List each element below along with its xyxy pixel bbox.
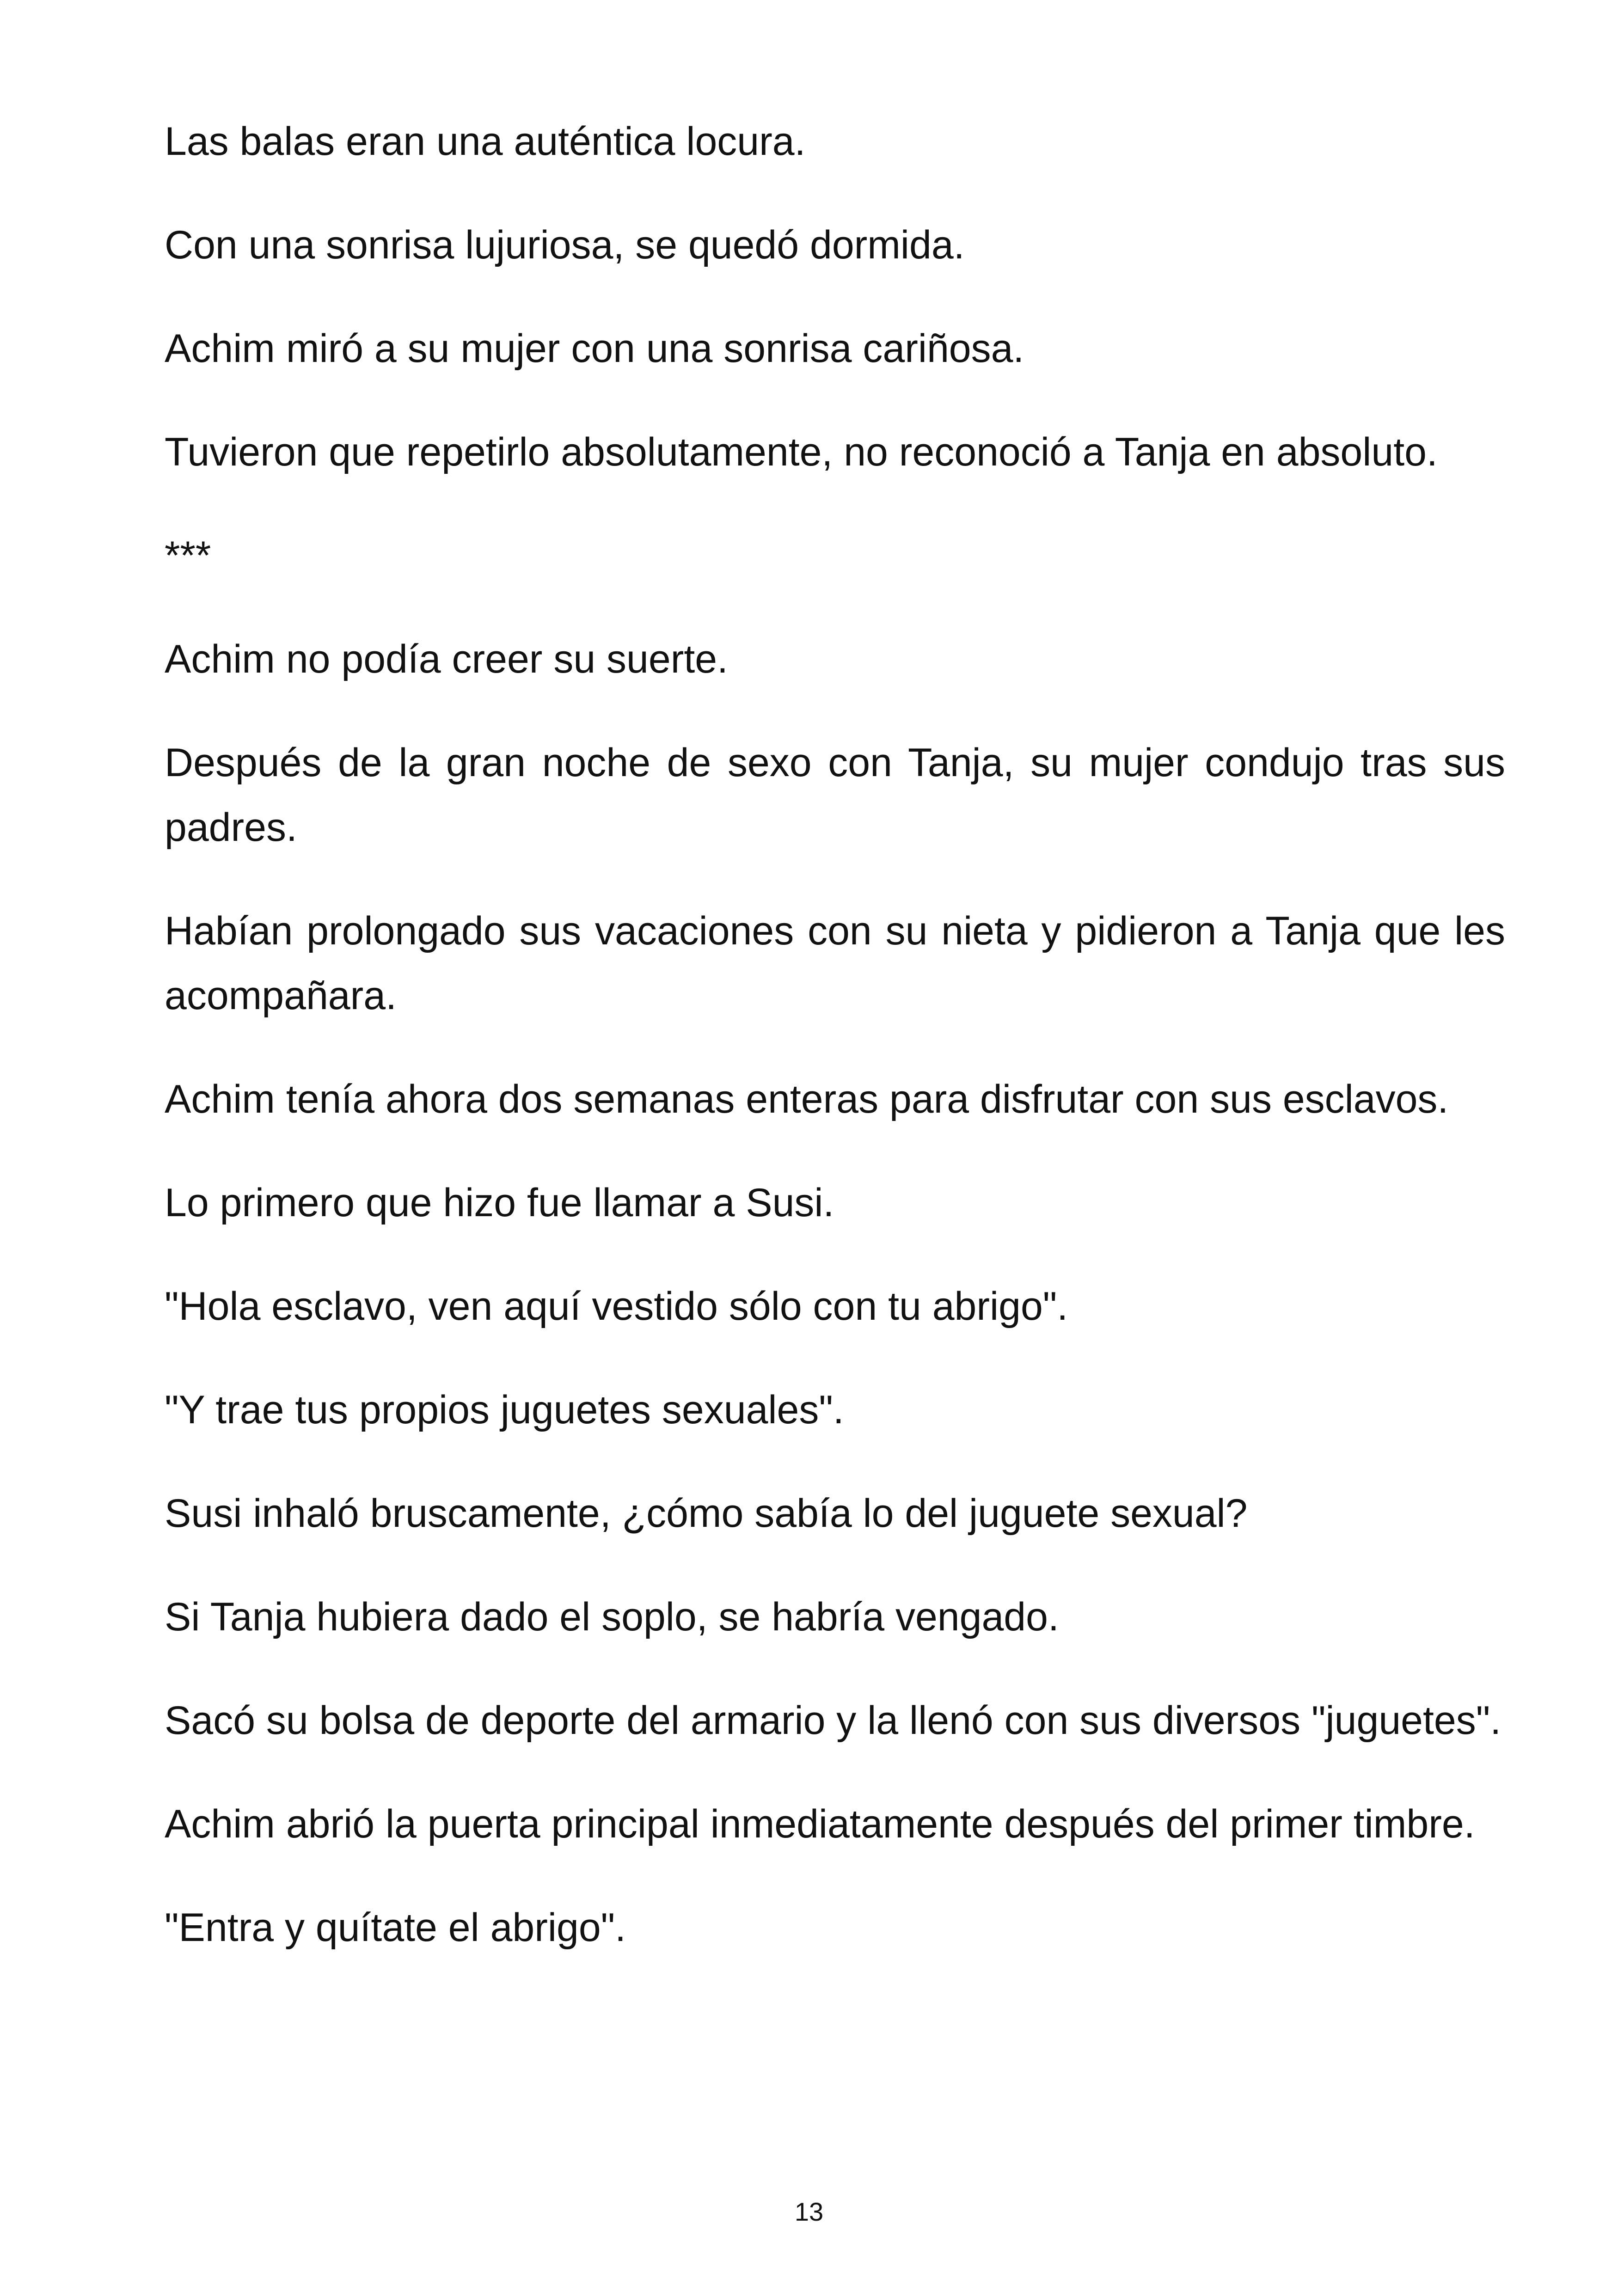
paragraph: Con una sonrisa lujuriosa, se quedó dormida. — [165, 223, 965, 267]
paragraph: Susi inhaló bruscamente, ¿cómo sabía lo del juguete sexual? — [165, 1491, 1248, 1536]
paragraph: Achim no podía creer su suerte. — [165, 637, 728, 681]
paragraph: Tuvieron que repetirlo absolutamente, no reconoció a Tanja en absoluto. — [165, 430, 1438, 474]
scene-break: *** — [165, 533, 211, 578]
paragraph: Después de la gran noche de sexo con Tanja, su mujer condujo tras sus padres. — [165, 741, 1505, 850]
paragraph: Las balas eran una auténtica locura. — [165, 119, 806, 164]
paragraph: Achim abrió la puerta principal inmediatamente después del primer timbre. — [165, 1802, 1475, 1846]
paragraph: Sacó su bolsa de deporte del armario y la llenó con sus diversos "juguetes". — [165, 1698, 1502, 1743]
paragraph: Achim tenía ahora dos semanas enteras para disfrutar con sus esclavos. — [165, 1077, 1449, 1121]
paragraph: Achim miró a su mujer con una sonrisa cariñosa. — [165, 326, 1024, 371]
page-number: 13 — [794, 2197, 824, 2226]
paragraph: Lo primero que hizo fue llamar a Susi. — [165, 1181, 834, 1225]
paragraph: "Hola esclavo, ven aquí vestido sólo con tu abrigo". — [165, 1284, 1068, 1329]
page-body — [165, 109, 1505, 1999]
paragraph: Habían prolongado sus vacaciones con su nieta y pidieron a Tanja que les acompañara. — [165, 909, 1505, 1018]
paragraph: Si Tanja hubiera dado el soplo, se habría vengado. — [165, 1595, 1059, 1639]
paragraph: "Entra y quítate el abrigo". — [165, 1905, 626, 1950]
paragraph: "Y trae tus propios juguetes sexuales". — [165, 1388, 844, 1432]
